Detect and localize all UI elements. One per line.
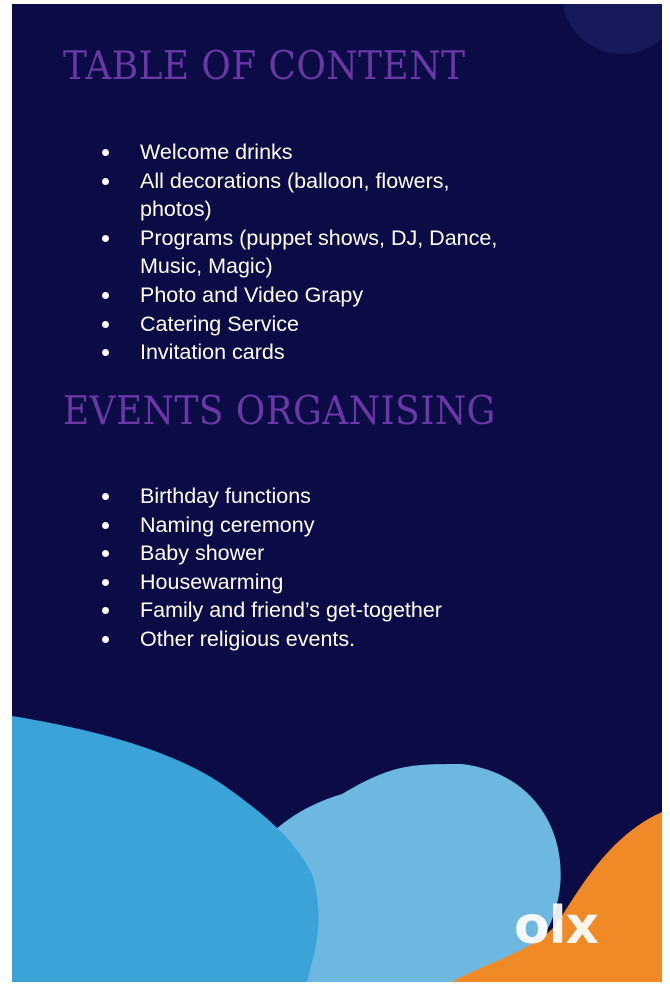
list-item: [100, 224, 520, 281]
list-item: [100, 167, 520, 224]
bullet-icon: [102, 607, 109, 614]
bullet-icon: [102, 149, 109, 156]
olx-watermark-logo: olx: [514, 896, 599, 956]
list-item: [100, 338, 520, 367]
section-heading-table-of-content: TABLE OF CONTENT: [63, 44, 466, 89]
bullet-icon: [102, 178, 109, 185]
list-item: [100, 138, 520, 167]
list-item-text: Baby shower: [140, 541, 265, 566]
bullet-icon: [102, 321, 109, 328]
list-item: [100, 625, 520, 654]
list-item-text: Housewarming: [140, 569, 284, 594]
list-item-text: Photo and Video Grapy: [140, 282, 364, 307]
list-item-text: Family and friend’s get-together: [140, 598, 442, 623]
bullet-icon: [102, 550, 109, 557]
events-organising-list: [100, 482, 520, 654]
bullet-icon: [102, 349, 109, 356]
list-item: [100, 482, 520, 511]
bottom-white-strip: [0, 982, 670, 999]
section-heading-events-organising: EVENTS ORGANISING: [63, 389, 496, 434]
table-of-content-list: [100, 138, 520, 367]
list-item-text: Welcome drinks: [140, 140, 293, 164]
list-item-text: Catering Service: [140, 311, 299, 336]
list-item: [100, 568, 520, 597]
bullet-icon: [102, 292, 109, 299]
bullet-icon: [102, 235, 109, 242]
top-right-circle-shape: [562, 4, 662, 54]
list-item-text: Birthday functions: [140, 484, 311, 508]
bullet-icon: [102, 522, 109, 529]
bullet-icon: [102, 493, 109, 500]
cyan-blob-shape: [12, 716, 318, 982]
list-item: [100, 596, 520, 625]
list-item: [100, 281, 520, 310]
list-item-text: Other religious events.: [140, 626, 356, 651]
list-item: [100, 310, 520, 339]
list-item-text: All decorations (balloon, flowers, photos): [140, 168, 450, 222]
flyer-card: [12, 4, 662, 982]
bullet-icon: [102, 579, 109, 586]
list-item-text: Programs (puppet shows, DJ, Dance, Music, Magic): [140, 225, 498, 279]
list-item-text: Invitation cards: [140, 340, 285, 365]
bullet-icon: [102, 636, 109, 643]
list-item: [100, 511, 520, 540]
list-item: [100, 539, 520, 568]
list-item-text: Naming ceremony: [140, 512, 315, 537]
